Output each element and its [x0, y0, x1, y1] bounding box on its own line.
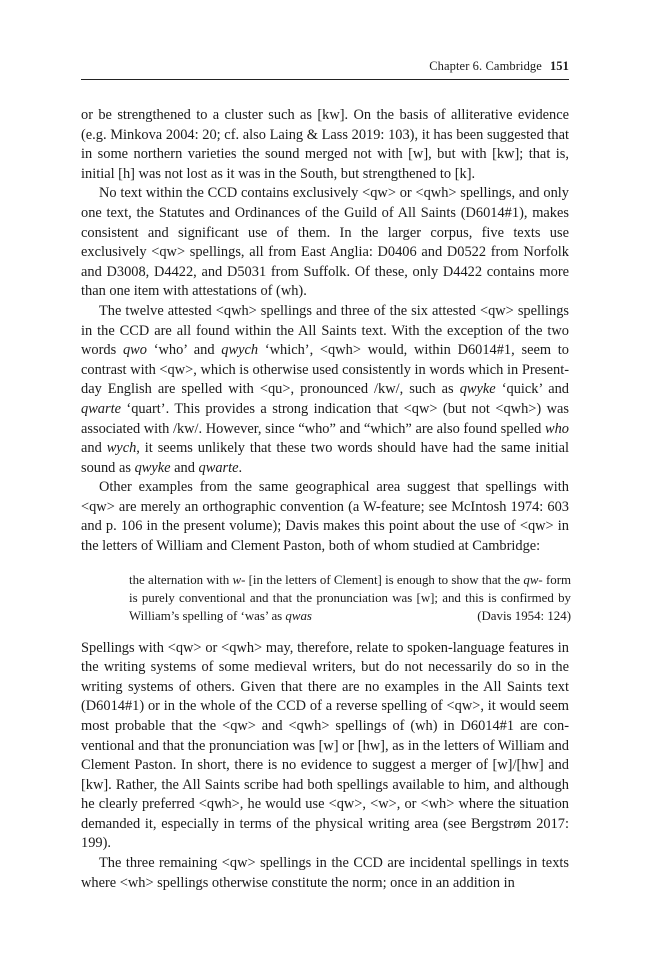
paragraph-5: Spellings with <qw> or <qwh> may, therefore, relate to spoken-language features in the writing systems of some medieval writers, but do not necessarily do so in the writing systems of others. Given that there are no examples in the All Saints text (D6014#1) or in the whole of the CCD of a reverse spelling of <qw>, it would seem most probable that the <qw> and <qwh> spellings of (wh) in D6014#1 are conventional and that the pronunciation was [w] or [hw], as in the letters of William and Clement Paston. In short, there is no evidence to suggest a merger of [w]/[hw] and [kw]. Rather, the All Saints scribe had both spellings available to him, and although he clearly preferred <qwh>, he would use <qw>, <w>, or <wh> where the situation demanded it, especially in terms of the physical writing area (see Bergstrøm 2017: 199).: [81, 639, 569, 852]
text-run: and: [81, 440, 107, 457]
italic-word: wych: [106, 440, 137, 457]
text-run: form is purely conventional and that the pronunciation was [w]; and this is confirmed by William’s spelling of ‘was’ as: [129, 572, 572, 624]
text-run: ‘who’ and: [146, 342, 222, 359]
text-run: ‘which’, <qwh> would, within D6014#1, seem to contrast with <qw>, which is otherwise used consistently in words which in Present-day English are spelled with <qu>, pronounced /kw/, such as: [81, 342, 570, 398]
body-text: [81, 106, 572, 893]
text-run: ‘quick’ and: [495, 381, 570, 398]
paragraph-6: The three remaining <qw> spellings in the CCD are incidental spellings in texts where <wh> spellings otherwise constitute the norm; once in an addition in: [81, 855, 569, 891]
italic-word: who: [545, 420, 569, 437]
text-run: and: [170, 459, 199, 476]
italic-word: qwo: [122, 342, 147, 359]
header-rule: [81, 79, 569, 80]
italic-word: qw-: [523, 572, 543, 587]
text-run: [in the letters of Clement] is enough to show that the: [245, 572, 524, 587]
italic-word: qwyke: [134, 459, 171, 476]
text-run: , it seems unlikely that these two words should have had the same initial sound as: [81, 440, 569, 476]
page-number: 151: [549, 59, 569, 73]
paragraph-2: No text within the CCD contains exclusively <qw> or <qwh> spellings, and only one text, the Statutes and Ordinances of the Guild of All Saints (D6014#1), makes consistent and significant use of them. In the larger corpus, five texts use exclusively <qw> spellings, all from East Anglia: D0406 and D0522 from Norfolk and D3008, D4422, and D5031 from Suffolk. Of these, only D4422 contains more than one item with attestations of (wh).: [81, 185, 569, 300]
italic-word: w-: [232, 572, 246, 587]
running-head: [429, 59, 569, 74]
italic-word: qwarte: [198, 459, 239, 476]
paragraph-4: Other examples from the same geographical area suggest that spellings with <qw> are merely an orthographic convention (a W-feature; see McIntosh 1974: 603 and p. 106 in the present volume); Davis makes this point about the use of <qw> in the letters of William and Clement Paston, both of whom studied at Cambridge:: [81, 479, 569, 555]
italic-word: qwarte: [81, 400, 121, 417]
italic-word: qwas: [285, 609, 312, 624]
italic-word: qwyke: [459, 381, 496, 398]
block-quote: [129, 571, 571, 626]
quote-citation: (Davis 1954: 124): [477, 609, 571, 624]
paragraph-3: [81, 302, 569, 478]
paragraph-1: or be strengthened to a cluster such as [kw]. On the basis of alliterative evidence (e.g. Minkova 2004: 20; cf. also Laing & Lass 2019: 103), it has been suggested that in some northern varieties the sound merged not with [w], but with [kw]; that is, initial [h] was not lost as it was in the South, but strengthened to [k].: [81, 107, 569, 182]
text-run: the alternation with: [129, 572, 233, 587]
text-run: ‘quart’. This provides a strong indication that <qw> (but not <qwh>) was associated with /kw/. However, since “who” and “which” are also found spelled: [81, 400, 569, 437]
italic-word: qwych: [221, 342, 259, 359]
text-run: .: [238, 459, 243, 476]
chapter-title: Chapter 6. Cambridge: [429, 59, 542, 73]
text-run: The twelve attested <qwh> spellings and three of the six attested <qw> spellings in the CCD are all found within the All Saints text. With the exception of the two words: [81, 302, 569, 359]
